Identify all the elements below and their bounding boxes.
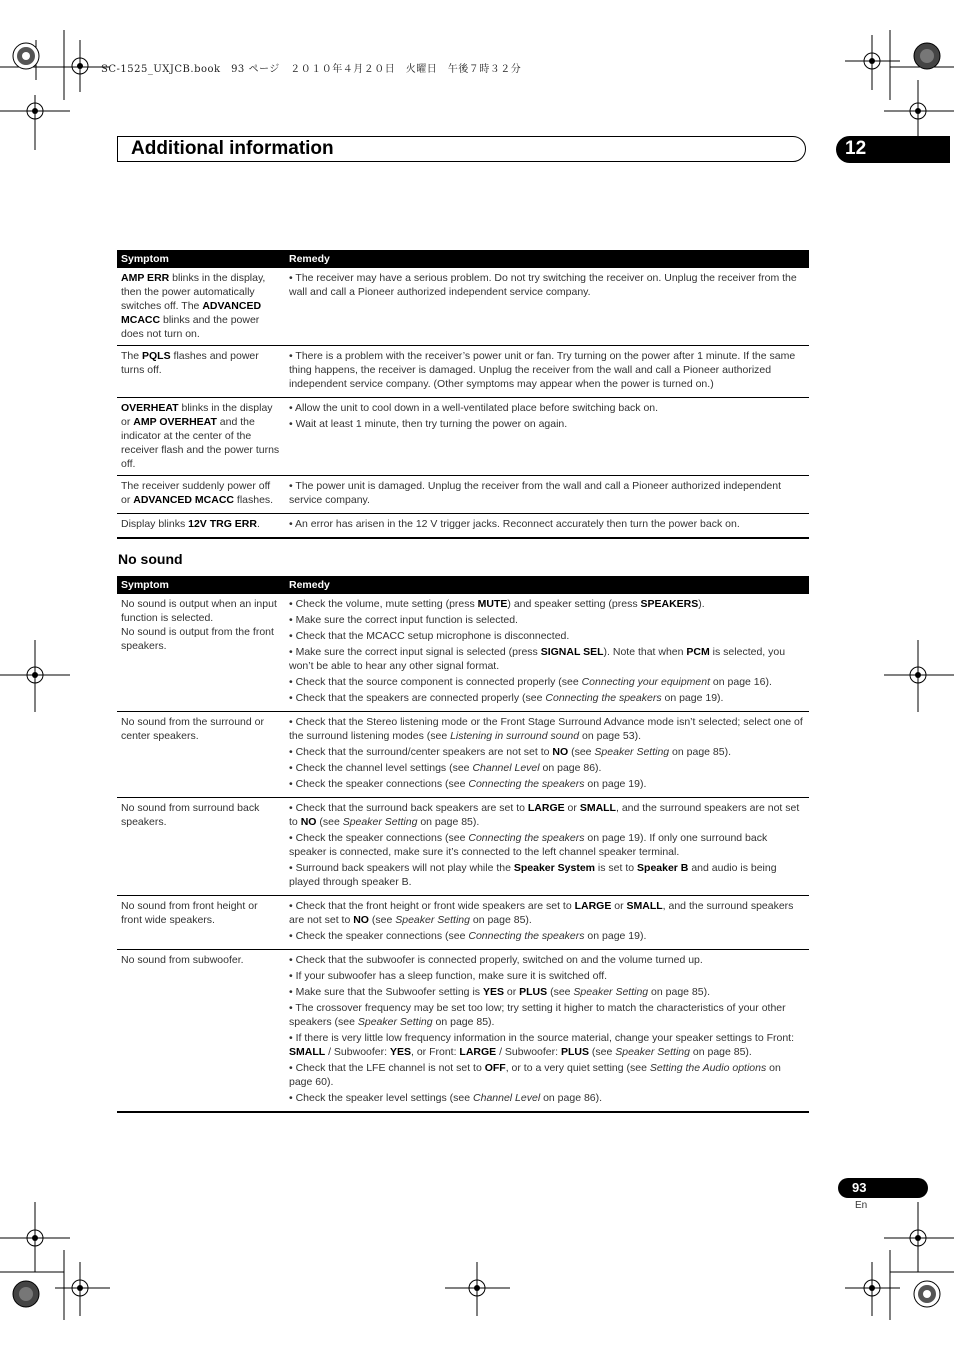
table-body [117, 268, 809, 538]
text-run: The receiver suddenly power off or [121, 480, 271, 506]
reference-title: Speaker Setting [357, 1016, 433, 1028]
page-number: 93 [852, 1180, 867, 1195]
language-code: En [855, 1200, 868, 1211]
remedy-item [289, 271, 805, 299]
symptom-cell [117, 268, 285, 346]
col-remedy-header: Remedy [285, 576, 809, 594]
remedy-item [289, 517, 805, 531]
table-body [117, 594, 809, 1112]
bold-term: NO [300, 816, 317, 828]
symptom-cell [117, 398, 285, 476]
table-row [117, 398, 809, 476]
text-run: • The receiver may have a serious problem. Do not try switching the receiver on. Unplug the receiver from the wall and call a Pioneer authorized independent service company. [289, 272, 797, 298]
text-run: on page 85). [432, 1016, 495, 1028]
text-run: on page 85). [417, 816, 480, 828]
reference-title: Speaker Setting [395, 914, 470, 926]
text-run: on page 19). [661, 692, 724, 704]
remedy-item [289, 861, 805, 889]
text-run: • The power unit is damaged. Unplug the receiver from the wall and call a Pioneer authorized independent service company. [289, 480, 782, 506]
bold-term: ADVANCED MCACC [133, 494, 234, 506]
bold-term: SMALL [626, 900, 663, 912]
bold-term: AMP OVERHEAT [133, 416, 217, 428]
text-run: (see [547, 986, 574, 998]
symptom-cell [117, 896, 285, 950]
text-run: , and the surround speakers are not set to [289, 900, 794, 926]
text-run: • Make sure that the Subwoofer setting is [289, 986, 483, 998]
text-run: on page 53). [579, 730, 641, 742]
text-run: ). Note that when [603, 646, 687, 658]
troubleshooting-table-power [117, 250, 809, 539]
col-symptom-header: Symptom [117, 576, 285, 594]
bold-term: SIGNAL SEL [540, 646, 604, 658]
symptom-cell [117, 950, 285, 1113]
bold-term: YES [389, 1046, 411, 1058]
bold-term: OFF [484, 1062, 506, 1074]
text-run: • Check the speaker connections (see [289, 930, 469, 942]
remedy-item [289, 929, 805, 943]
bold-term: ADVANCED MCACC [121, 300, 262, 326]
col-symptom-header: Symptom [117, 250, 285, 268]
chapter-tab [836, 136, 950, 163]
troubleshooting-table-no-sound [117, 576, 809, 1113]
text-run: The [121, 350, 143, 362]
symptom-cell [117, 712, 285, 798]
text-run: on page 60). [289, 1062, 781, 1088]
remedy-cell [285, 476, 809, 514]
text-run: flashes. [234, 494, 274, 506]
table-row [117, 514, 809, 539]
text-run: No sound from the surround or center speakers. [121, 716, 264, 742]
text-run: (see [316, 816, 343, 828]
text-run: No sound from surround back speakers. [121, 802, 260, 828]
symptom-cell [117, 346, 285, 398]
text-run: ). [698, 598, 705, 610]
text-run: • Wait at least 1 minute, then try turning the power on again. [289, 418, 568, 430]
text-run: • Check that the speakers are connected properly (see [289, 692, 546, 704]
text-run: is set to [595, 862, 638, 874]
bold-term: LARGE [527, 802, 565, 814]
reference-title: Connecting the speakers [468, 778, 585, 790]
bold-term: LARGE [459, 1046, 497, 1058]
remedy-item [289, 831, 805, 859]
text-run: and the indicator at the center of the receiver flash and the power turns off. [121, 416, 280, 470]
text-run: • Check that the surround back speakers are set to [289, 802, 528, 814]
remedy-cell [285, 346, 809, 398]
remedy-item [289, 417, 805, 431]
section-title-bar [117, 136, 806, 162]
bold-term: SPEAKERS [640, 598, 699, 610]
remedy-item [289, 899, 805, 927]
text-run: • Check the speaker level settings (see [289, 1092, 474, 1104]
text-run: No sound from subwoofer. [121, 954, 244, 966]
bold-term: PLUS [560, 1046, 589, 1058]
bold-term: PQLS [142, 350, 171, 362]
chapter-number: 12 [845, 138, 867, 159]
reference-title: Speaker Setting [342, 816, 418, 828]
text-run: Display blinks [121, 518, 189, 530]
text-run: on page 19). [584, 778, 647, 790]
remedy-item [289, 675, 805, 689]
remedy-cell [285, 594, 809, 712]
text-run: • Check that the surround/center speakers are not set to [289, 746, 553, 758]
remedy-cell [285, 712, 809, 798]
text-run: • The crossover frequency may be set too low; try setting it higher to match the characteristics of your other speakers (see [289, 1002, 786, 1028]
table-row [117, 268, 809, 346]
text-run: on page 86). [540, 1092, 603, 1104]
bold-term: NO [552, 746, 569, 758]
text-run: • If your subwoofer has a sleep function, make sure it is switched off. [289, 970, 608, 982]
remedy-item [289, 479, 805, 507]
bold-term: LARGE [574, 900, 612, 912]
text-run: , and the surround speakers are not set to [289, 802, 800, 828]
bold-term: Speaker System [513, 862, 596, 874]
bold-term: PLUS [519, 986, 548, 998]
text-run: blinks in the display, then the power automatically switches off. The [121, 272, 266, 312]
bold-term: OVERHEAT [121, 402, 179, 414]
reference-title: Speaker Setting [594, 746, 670, 758]
text-run: • If there is very little low frequency information in the source material, change your speaker settings to Front: [289, 1032, 794, 1044]
text-run: • Make sure the correct input signal is selected (press [289, 646, 541, 658]
reference-title: Channel Level [473, 1092, 541, 1104]
text-run: on page 85). [469, 914, 532, 926]
text-run: • Check that the LFE channel is not set to [289, 1062, 485, 1074]
table-row [117, 950, 809, 1113]
text-run: or [503, 986, 520, 998]
text-run: on page 85). [689, 1046, 752, 1058]
reference-title: Connecting your equipment [581, 676, 711, 688]
remedy-item [289, 645, 805, 673]
remedy-item [289, 597, 805, 611]
remedy-item [289, 349, 805, 391]
remedy-item [289, 1031, 805, 1059]
table-row [117, 594, 809, 712]
remedy-item [289, 777, 805, 791]
text-run: or [611, 900, 627, 912]
remedy-item [289, 801, 805, 829]
section-title: Additional information [131, 138, 334, 159]
text-run: ) and speaker setting (press [507, 598, 641, 610]
text-run: (see [588, 1046, 616, 1058]
text-run: on page 19). If only one surround back speaker is connected, make sure it’s connected to the left channel speaker terminal. [289, 832, 768, 858]
text-run: • Check that the subwoofer is connected properly, switched on and the volume turned up. [289, 954, 703, 966]
reference-title: Connecting the speakers [545, 692, 662, 704]
reference-title: Connecting the speakers [468, 832, 585, 844]
bold-term: SMALL [579, 802, 616, 814]
text-run: No sound is output from the front speakers. [121, 626, 274, 652]
remedy-item [289, 629, 805, 643]
text-run: on page 19). [584, 930, 647, 942]
bold-term: SMALL [289, 1046, 326, 1058]
col-remedy-header: Remedy [285, 250, 809, 268]
text-run: • Check that the MCACC setup microphone is disconnected. [289, 630, 570, 642]
text-run: • Surround back speakers will not play while the [289, 862, 514, 874]
text-run: • An error has arisen in the 12 V trigger jacks. Reconnect accurately then turn the power back on. [289, 518, 740, 530]
symptom-cell [117, 514, 285, 539]
reference-title: Listening in surround sound [450, 730, 580, 742]
reference-title: Speaker Setting [615, 1046, 690, 1058]
text-run: on page 86). [539, 762, 602, 774]
remedy-cell [285, 514, 809, 539]
text-run: • Check the volume, mute setting (press [289, 598, 478, 610]
text-run: No sound from front height or front wide speakers. [121, 900, 258, 926]
text-run: flashes and power turns off. [121, 350, 259, 376]
text-run: or [564, 802, 580, 814]
remedy-item [289, 401, 805, 415]
text-run: blinks and the power does not turn on. [121, 314, 260, 340]
bold-term: NO [353, 914, 369, 926]
reference-title: Channel Level [472, 762, 540, 774]
table-row [117, 712, 809, 798]
text-run: • There is a problem with the receiver’s power unit or fan. Try turning on the power after 1 minute. If the same thing happens, the receiver is damaged. Unplug the receiver from the wall and call a Pioneer authorized independent service company. (Other symptoms may appear when the power is turned on.) [289, 350, 796, 390]
remedy-cell [285, 398, 809, 476]
table-row [117, 896, 809, 950]
remedy-item [289, 1061, 805, 1089]
text-run: is selected, you won’t be able to hear any other signal format. [289, 646, 786, 672]
symptom-cell [117, 798, 285, 896]
bold-term: MUTE [477, 598, 508, 610]
text-run: on page 85). [648, 986, 711, 998]
symptom-cell [117, 476, 285, 514]
text-run: • Check that the source component is connected properly (see [289, 676, 582, 688]
remedy-item [289, 1091, 805, 1105]
reference-title: Speaker Setting [573, 986, 649, 998]
table-row [117, 798, 809, 896]
remedy-item [289, 953, 805, 967]
text-run: • Check the speaker connections (see [289, 832, 469, 844]
remedy-item [289, 969, 805, 983]
text-run: (see [368, 914, 396, 926]
remedy-item [289, 985, 805, 999]
remedy-cell [285, 268, 809, 346]
text-run: blinks in the display or [121, 402, 273, 428]
symptom-cell [117, 594, 285, 712]
text-run: • Check the speaker connections (see [289, 778, 469, 790]
table-row [117, 346, 809, 398]
text-run: , or Front: [410, 1046, 460, 1058]
text-run: • Allow the unit to cool down in a well-ventilated place before switching back on. [289, 402, 659, 414]
text-run: , or to a very quiet setting (see [505, 1062, 650, 1074]
text-run: • Make sure the correct input function is selected. [289, 614, 518, 626]
text-run: and audio is being played through speaker B. [289, 862, 777, 888]
text-run: • Check that the Stereo listening mode or the Front Stage Surround Advance mode isn’t selected; select one of the surround listening modes (see [289, 716, 803, 742]
text-run: No sound is output when an input function is selected. [121, 598, 277, 624]
bold-term: Speaker B [637, 862, 689, 874]
page-number-badge [838, 1178, 928, 1198]
reference-title: Connecting the speakers [468, 930, 585, 942]
remedy-item [289, 761, 805, 775]
remedy-item [289, 715, 805, 743]
book-info-line: SC-1525_UXJCB.book 93 ページ ２０１０年４月２０日 火曜日 午後７時３２分 [101, 64, 522, 75]
text-run: (see [568, 746, 595, 758]
bold-term: 12V TRG ERR [188, 518, 257, 530]
remedy-cell [285, 896, 809, 950]
text-run: / Subwoofer: [325, 1046, 390, 1058]
remedy-item [289, 1001, 805, 1029]
text-run: • Check the channel level settings (see [289, 762, 473, 774]
remedy-item [289, 691, 805, 705]
text-run: on page 85). [669, 746, 732, 758]
table-row [117, 476, 809, 514]
bold-term: YES [482, 986, 504, 998]
remedy-cell [285, 950, 809, 1113]
remedy-cell [285, 798, 809, 896]
remedy-item [289, 745, 805, 759]
remedy-item [289, 613, 805, 627]
text-run: / Subwoofer: [496, 1046, 561, 1058]
text-run: . [256, 518, 260, 530]
bold-term: AMP ERR [121, 272, 170, 284]
text-run: on page 16). [710, 676, 772, 688]
text-run: • Check that the front height or front wide speakers are set to [289, 900, 575, 912]
bold-term: PCM [686, 646, 710, 658]
reference-title: Setting the Audio options [649, 1062, 767, 1074]
no-sound-heading: No sound [118, 551, 183, 567]
